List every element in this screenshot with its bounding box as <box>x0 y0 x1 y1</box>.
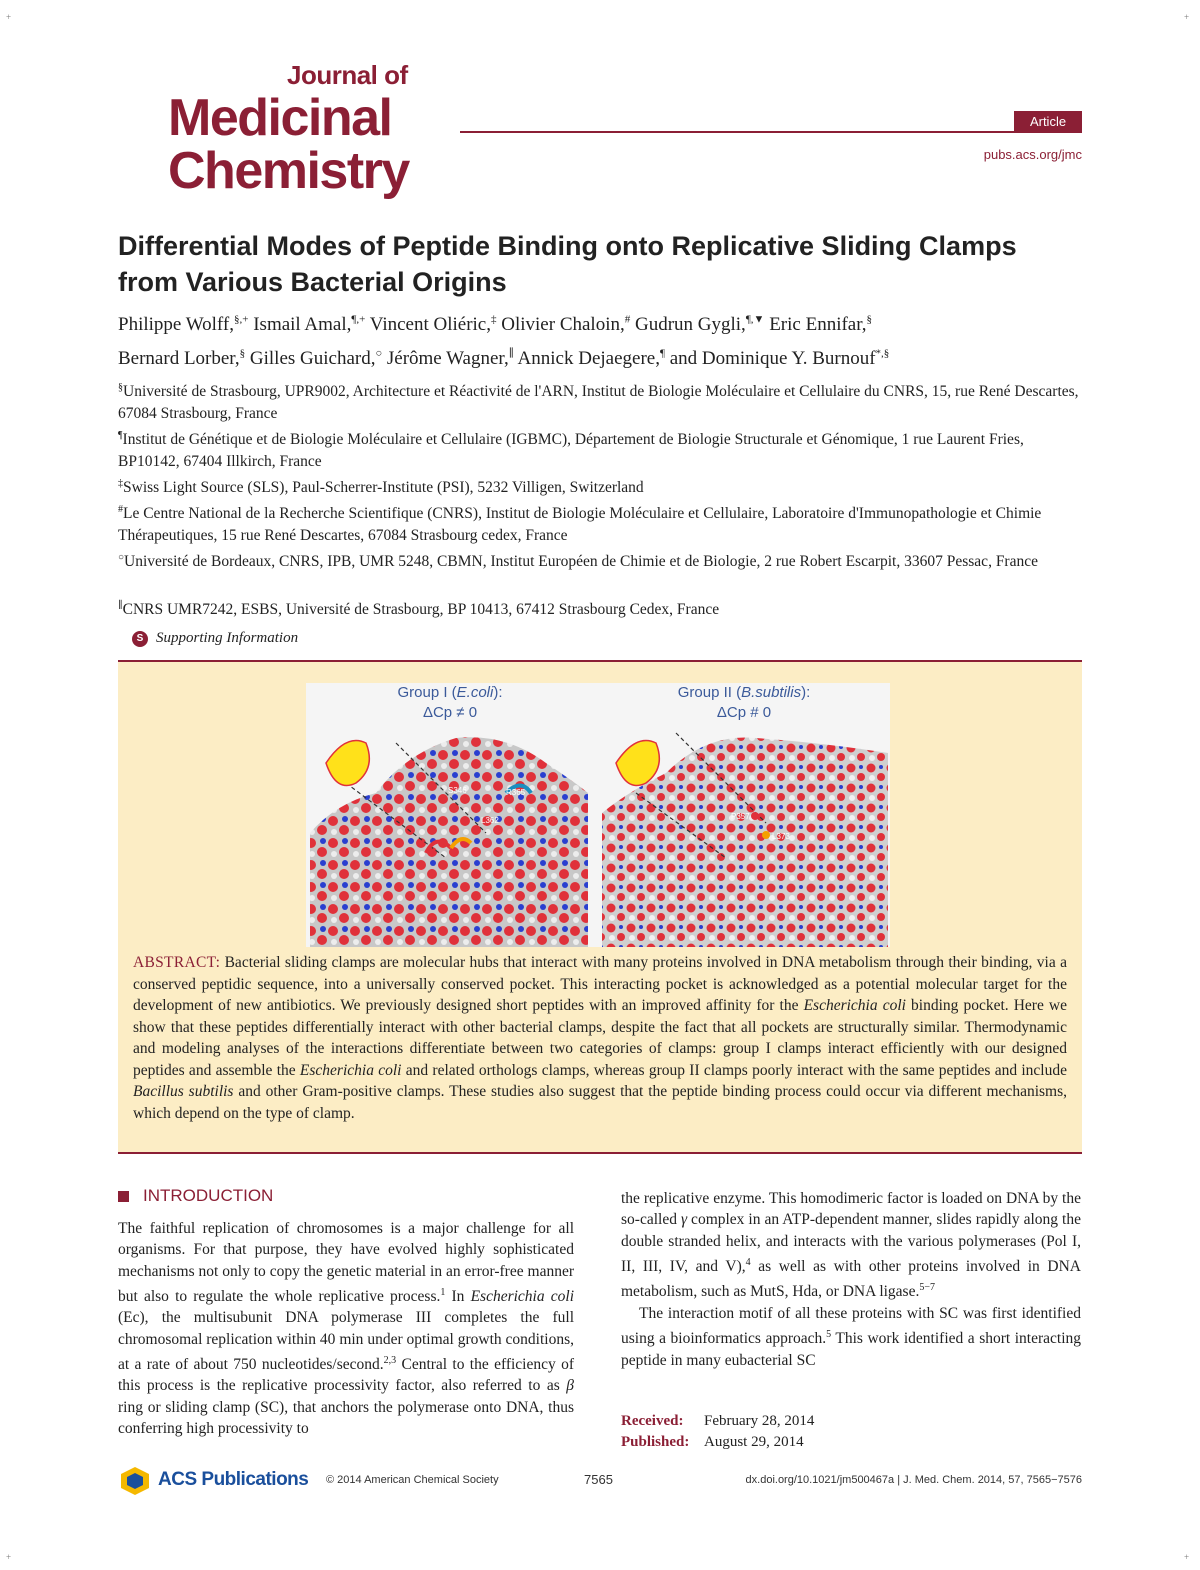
author[interactable]: Bernard Lorber,§ <box>118 347 246 369</box>
journal-name-line1: Journal of <box>287 60 408 90</box>
author[interactable]: and Dominique Y. Burnouf*,§ <box>664 347 890 369</box>
affiliation: ∥CNRS UMR7242, ESBS, Université de Strasbourg, BP 10413, 67412 Strasbourg Cedex, France <box>118 600 720 619</box>
residue-label: S346 <box>448 786 467 795</box>
author[interactable]: Vincent Oliéric,‡ <box>365 314 497 336</box>
citation[interactable]: 2,3 <box>383 1354 397 1366</box>
affiliation: ‡Swiss Light Source (SLS), Paul-Scherrer-Institute (PSI), 5232 Villigen, Switzerland <box>118 478 644 497</box>
affiliation: ¶Institut de Génétique et de Biologie Moléculaire et Cellulaire (IGBMC), Département de Biologie Structurale et Génomique, 1 rue Laurent Fries, BP10142, 67404 Illkirch, France <box>118 430 1024 471</box>
page-number: 7565 <box>584 1472 613 1487</box>
crop-mark: + <box>6 1552 12 1562</box>
article-title: Differential Modes of Peptide Binding onto Replicative Sliding Clamps from Various Bacterial Origins <box>118 231 1017 297</box>
journal-url-link[interactable]: pubs.acs.org/jmc <box>983 147 1082 162</box>
affiliation: §Université de Strasbourg, UPR9002, Architecture et Réactivité de l'ARN, Institut de Biologie Moléculaire et Cellulaire du CNRS, 15, rue René Descartes, 67084 Strasbourg, France <box>118 382 1079 423</box>
protein-surface-illustration <box>306 683 890 947</box>
crop-mark: + <box>1184 1552 1190 1562</box>
acs-publications-logo[interactable]: ACS Publications <box>118 1465 308 1495</box>
toc-label-group1: Group I (E.coli): ΔCp ≠ 0 <box>397 684 503 721</box>
journal-name-line2: Medicinal <box>168 89 392 147</box>
header-rule <box>460 131 1082 133</box>
residue-label: L362 <box>481 816 499 825</box>
author[interactable]: Ismail Amal,¶,+ <box>248 314 366 336</box>
supporting-information-link[interactable]: S Supporting Information <box>132 630 298 647</box>
crop-mark: + <box>1184 12 1190 22</box>
author[interactable]: Annick Dejaegere,¶ <box>513 347 665 369</box>
residue-label: R365 <box>506 788 526 797</box>
residue-label: P357 <box>731 812 750 821</box>
citation[interactable]: 1 <box>440 1286 446 1298</box>
abstract-rule-bottom <box>118 1152 1082 1154</box>
section-square-icon <box>118 1191 129 1202</box>
publication-dates: Received: February 28, 2014 Published: August 29, 2014 <box>621 1413 815 1450</box>
author[interactable]: Philippe Wolff,§,+ <box>118 314 249 336</box>
author[interactable]: Olivier Chaloin,# <box>496 314 631 336</box>
crop-mark: + <box>6 12 12 22</box>
residue-label: L373 <box>772 832 790 841</box>
body-column-left: The faithful replication of chromosomes is a major challenge for all organisms. For that purpose, they have evolved highly sophisticated mechanisms not only to copy the genetic material in an error-free manner but also to regulate the whole replicative process.$^1$ In Escherichia coli (Ec), the multisubunit DNA polymerase III completes the full chromosomal replication within 40 min under optimal growth conditions, at a rate of about 750 nucleotides/second.$^{2,3}$ Central to the efficiency of this process is the replicative processivity factor, also referred to as β ring or sliding clamp (SC), that anchors the polymerase onto DNA, thus conferring high processivity to <box>118 1220 575 1437</box>
affiliation: #Le Centre National de la Recherche Scientifique (CNRS), Institut de Biologie Moléculaire et Cellulaire, Laboratoire d'Immunopathologie et Chimie Thérapeutiques, 15 rue René Descartes, 67084 Strasbourg cedex, France <box>118 504 1042 545</box>
received-date: February 28, 2014 <box>704 1413 815 1429</box>
citation[interactable]: 4 <box>745 1256 751 1268</box>
author[interactable]: Eric Ennifar,§ <box>764 314 873 336</box>
doi-citation[interactable]: dx.doi.org/10.1021/jm500467a | J. Med. Chem. 2014, 57, 7565−7576 <box>745 1474 1082 1486</box>
author[interactable]: Gudrun Gygli,¶,▼ <box>630 314 765 336</box>
published-date: August 29, 2014 <box>704 1434 804 1450</box>
copyright: © 2014 American Chemical Society <box>326 1474 499 1486</box>
affiliation: ○Université de Bordeaux, CNRS, IPB, UMR 5248, CBMN, Institut Européen de Chimie et de Biologie, 2 rue Robert Escarpit, 33607 Pessac, France <box>118 552 1038 571</box>
section-heading: INTRODUCTION <box>118 1186 273 1206</box>
body-column-right: the replicative enzyme. This homodimeric factor is loaded on DNA by the so-called γ complex in an ATP-dependent manner, slides rapidly along the double stranded helix, and interacts with the various polymerases (Pol I, II, III, IV, and V),$^4$ as well as with other proteins involved in DNA metabolism, such as MutS, Hda, or DNA ligase.$^{5-7}$ The interaction motif of all these proteins with SC was first identified using a bioinformatics approach.$^5$ This work identified a short interacting peptide in many eubacterial SC <box>621 1190 1082 1369</box>
toc-label-group2: Group II (B.subtilis): ΔCp # 0 <box>677 684 811 721</box>
citation[interactable]: 5−7 <box>919 1282 935 1294</box>
toc-graphic <box>306 683 890 947</box>
acs-hexagon-icon <box>118 1465 152 1495</box>
citation[interactable]: 5 <box>826 1329 832 1341</box>
abstract-text: ABSTRACT: Bacterial sliding clamps are molecular hubs that interact with many proteins involved in DNA metabolism through their binding, via a conserved peptidic sequence, into a universally conserved pocket. This interacting pocket is acknowledged as a potential molecular target for the development of new antibiotics. We previously designed short peptides with an improved affinity for the Escherichia coli binding pocket. Here we show that these peptides differentially interact with other bacterial clamps, despite the fact that all pockets are structurally similar. Thermodynamic and modeling analyses of the interactions differentiate between two categories of clamps: group I clamps interact efficiently with our designed peptides and assemble the Escherichia coli and related orthologs clamps, whereas group II clamps poorly interact with the same peptides and include Bacillus subtilis and other Gram-positive clamps. These studies also suggest that the peptide binding process could occur via different mechanisms, which depend on the type of clamp. <box>133 954 1068 1122</box>
author[interactable]: Gilles Guichard,○ <box>245 347 383 369</box>
author-list <box>118 306 1088 373</box>
article-type-badge: Article <box>1014 111 1082 133</box>
journal-name-line3: Chemistry <box>168 142 409 200</box>
supporting-info-icon: S <box>132 631 148 647</box>
author[interactable]: Jérôme Wagner,∥ <box>382 347 514 369</box>
abstract-heading: ABSTRACT: <box>133 954 221 971</box>
